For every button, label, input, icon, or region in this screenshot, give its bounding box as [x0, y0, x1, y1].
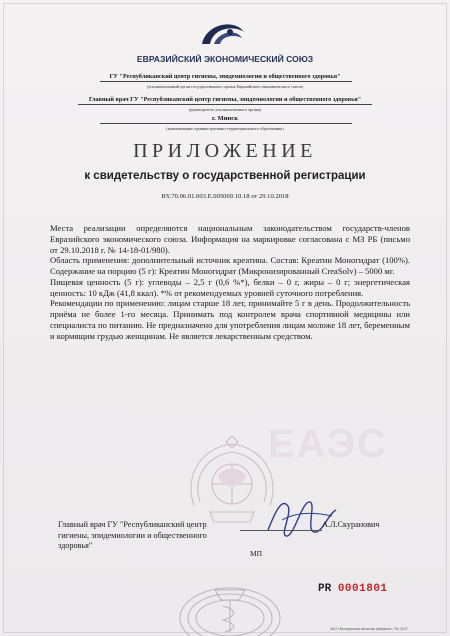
serial-number — [318, 583, 388, 595]
serial-digits: 0001801 — [337, 583, 388, 595]
handwritten-signature — [262, 490, 342, 546]
document-subtitle: к свидетельству о государственной регистрации — [84, 170, 366, 182]
paragraph-nutrition: Пищевая ценность (5 г): углеводы – 2,5 г (0,6 %*), белки – 0 г, жиры – 0 г; энергетическая ценность: 10 кДж (41,8 ккал). *% от рекомендуемых уровней суточного потребления. — [50, 276, 410, 298]
union-name: ЕВРАЗИЙСКИЙ ЭКОНОМИЧЕСКИЙ СОЮЗ — [136, 54, 314, 64]
eaeu-watermark: ЕАЭС — [268, 422, 388, 466]
eaeu-logo-icon — [196, 14, 248, 54]
signature-line — [240, 530, 322, 531]
head-underline — [78, 104, 372, 105]
paragraph-scope: Область применения: дополнительный источник креатина. Состав: Креатин Моногидрат (100%). Содержание на порцию (5 г): Креатин Моногидрат (Микронизированный CreaSolv) – 5000 мг. — [50, 255, 410, 276]
signatory-position-line: Главный врач ГУ "Республиканский центр — [58, 520, 207, 529]
signatory-position-line: гигиены, эпидемиологии и общественного — [58, 530, 207, 540]
printer-footer: ЗАО «Белорусская печатная фабрика», ТМ, 2017 — [330, 627, 408, 631]
serial-prefix: PR — [318, 583, 332, 595]
document-body — [50, 223, 410, 341]
org-name: ГУ "Республиканский центр гигиены, эпидемиологии и общественного здоровья" — [109, 73, 341, 80]
city-caption: (наименование административно-территориального образования) — [166, 126, 284, 131]
org-underline — [100, 81, 352, 82]
stamp-label: МП — [250, 549, 263, 558]
org-caption: (уполномоченный орган государственного органа Евразийского экономического союза) — [146, 84, 304, 89]
paragraph-sales: Места реализации определяются национальным законодательством государств-членов Евразийского экономического союза. Информация на маркировке согласована с МЗ РБ (письмо от 29.10.2018 г. № 14-18-01/980). — [50, 223, 410, 255]
head-caption: (руководитель уполномоченного органа) — [188, 107, 262, 112]
registration-number: BY.70.06.01.003.E.005069.10.18 от 29.10.2018 — [161, 193, 289, 200]
signatory-name: А.Л.Скуранович — [322, 520, 380, 529]
paragraph-recommendations: Рекомендации по применению: лицам старше 18 лет, принимайте 5 г в день. Продолжительность приёма не более 1-го месяца. Принимать под контролем врача спортивной медицины или специалиста по питанию. Не предназначено для употребления лицам моложе 18 лет, беременным и кормящим грудью женщинам. Не является лекарственным средством. — [50, 298, 410, 341]
medical-emblem-icon — [175, 560, 285, 636]
document-title: ПРИЛОЖЕНИЕ — [133, 140, 317, 162]
signatory-position-line: здоровья" — [58, 541, 93, 551]
city: г. Минск — [211, 115, 239, 122]
head-line: Главный врач ГУ "Республиканский центр гигиены, эпидемиологии и общественного здоровья" — [88, 96, 362, 103]
city-underline — [100, 123, 352, 124]
signatory-position — [58, 520, 207, 552]
